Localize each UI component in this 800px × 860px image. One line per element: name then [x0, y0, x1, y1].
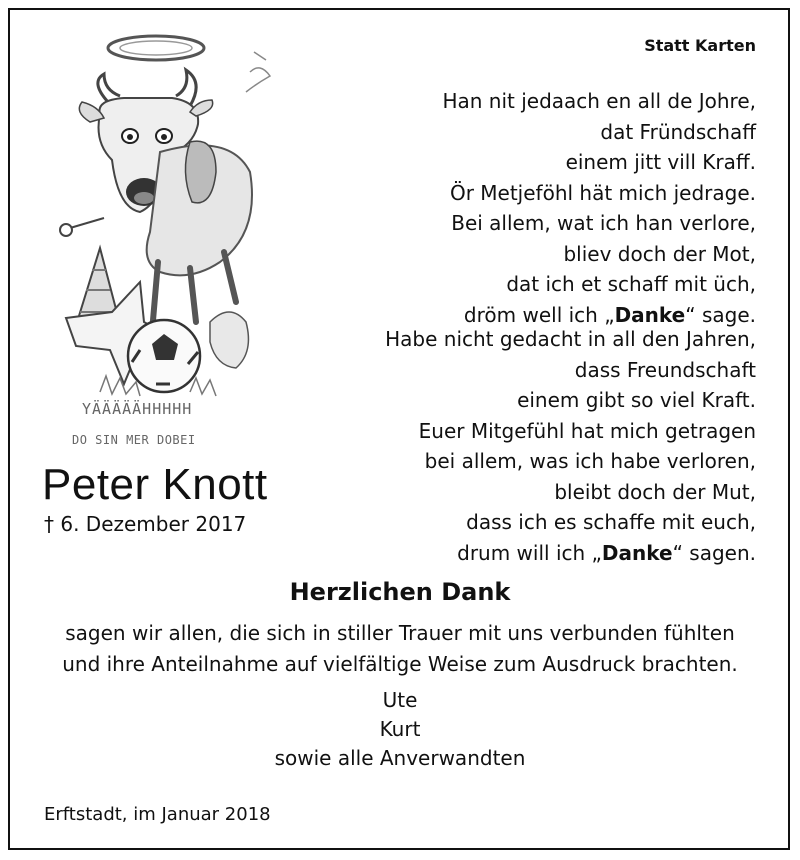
place-date: Erftstadt, im Januar 2018: [44, 804, 271, 825]
thanks-line-2: und ihre Anteilnahme auf vielfältige Weise zum Ausdruck brachten.: [62, 652, 738, 676]
poem-danke: Danke: [614, 302, 686, 327]
poem-dialect: [442, 86, 756, 330]
poem-german: [385, 324, 756, 568]
poem-line: Euer Mitgefühl hat mich getragen: [418, 418, 756, 443]
poem-last-post: “ sagen.: [672, 540, 756, 565]
thanks-body: [0, 618, 800, 680]
signer-relatives: sowie alle Anverwandten: [274, 746, 526, 770]
flower-icon: [60, 224, 72, 236]
poem-line: bliev doch der Mot,: [563, 241, 756, 266]
poem-line: bei allem, was ich habe verloren,: [424, 449, 756, 473]
poem-line: einem jitt vill Kraff.: [565, 150, 756, 174]
thanks-line-1: sagen wir allen, die sich in stiller Trauer mit uns verbunden fühlten: [65, 621, 735, 645]
poem-line: dat ich et schaff mit üch,: [506, 272, 756, 296]
poem-last-pre: dröm well ich „: [463, 302, 615, 327]
poem-last-post: “ sage.: [685, 302, 756, 327]
signers: [0, 686, 800, 773]
death-date: † 6. Dezember 2017: [44, 512, 247, 536]
illustration-caption-1: YÄÄÄÄÄHHHHH: [82, 400, 193, 418]
thanks-title: Herzlichen Dank: [289, 578, 511, 606]
signer-ute: Ute: [382, 688, 418, 712]
poem-last-line: [385, 538, 756, 569]
goat-illustration: [40, 32, 280, 452]
poem-last-pre: drum will ich „: [457, 540, 602, 565]
signer-kurt: Kurt: [379, 717, 421, 741]
poem-line: dass ich es schaffe mit euch,: [466, 510, 756, 534]
poem-line: einem gibt so viel Kraft.: [517, 388, 756, 412]
poem-danke: Danke: [601, 540, 673, 565]
poem-line: Habe nicht gedacht in all den Jahren,: [385, 327, 756, 351]
poem-line: Ör Metjeföhl hät mich jedrage.: [449, 180, 756, 205]
statt-karten-label: Statt Karten: [644, 36, 756, 55]
poem-line: bleibt doch der Mut,: [554, 479, 756, 504]
poem-line: Bei allem, wat ich han verlore,: [451, 211, 756, 235]
poem-line: Han nit jedaach en all de Johre,: [442, 89, 756, 113]
illustration-caption-2: DO SIN MER DOBEI: [72, 433, 196, 447]
poem-line: dass Freundschaft: [574, 357, 756, 382]
deceased-name: Peter Knott: [42, 460, 268, 509]
halo-icon: [108, 36, 204, 60]
poem-line: dat Fründschaff: [600, 119, 756, 144]
